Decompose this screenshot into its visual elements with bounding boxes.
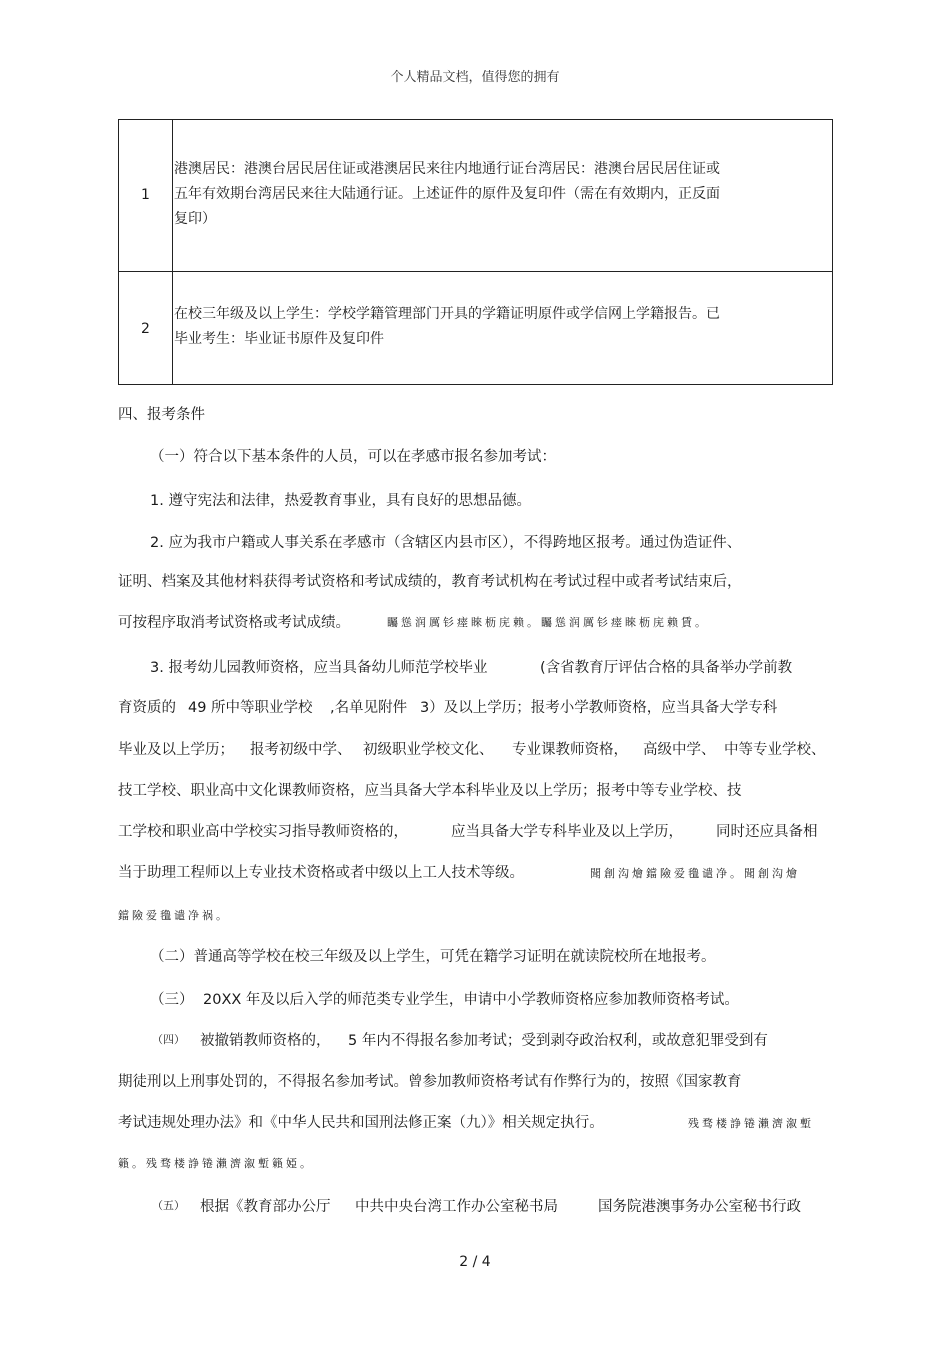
condition-item-2-line-3: 可按程序取消考试资格或考试成绩。 [118, 615, 350, 631]
paragraph-4-line-1b: 5 年内不得报名参加考试；受到剥夺政治权利，或故意犯罪受到有 [348, 1033, 768, 1049]
condition-item-3-line-2d: 3）及以上学历；报考小学教师资格，应当具备大学专科 [420, 700, 778, 716]
table-row-1-line: 港澳居民：港澳台居民居住证或港澳居民来往内地通行证台湾居民：港澳台居民居住证或 [174, 161, 720, 177]
garbled-text: 籟。残骛楼諍锩瀨濟溆塹籟婭。 [118, 1157, 314, 1170]
garbled-text: 鐺險爱氇谴净祸。 [118, 909, 230, 922]
condition-item-2-line-1: 2. 应为我市户籍或人事关系在孝感市（含辖区内县市区），不得跨地区报考。通过伪造证件、 [150, 535, 742, 551]
condition-item-3-line-5a: 工学校和职业高中学校实习指导教师资格的， [118, 824, 408, 840]
table-row-2-line: 毕业考生：毕业证书原件及复印件 [174, 331, 384, 347]
paragraph-4-line-2: 期徒刑以上刑事处罚的，不得报名参加考试。曾参加教师资格考试有作弊行为的，按照《国家教育 [118, 1074, 742, 1090]
table-row-1-content [174, 157, 720, 232]
condition-item-3-line-4: 技工学校、职业高中文化课教师资格，应当具备大学本科毕业及以上学历；报考中等专业学校、技 [118, 783, 742, 799]
table-row-2-line: 在校三年级及以上学生：学校学籍管理部门开具的学籍证明原件或学信网上学籍报告。已 [174, 306, 720, 322]
paragraph-3-label: （三） [150, 992, 194, 1008]
condition-item-3-line-6: 当于助理工程师以上专业技术资格或者中级以上工人技术等级。 [118, 865, 524, 881]
table-row-divider [119, 271, 832, 272]
garbled-text: 矚慫润厲钐瘗睞枥庑赖。矚慫润厲钐瘗睞枥庑赖賃。 [387, 616, 709, 629]
table-column-divider [172, 120, 173, 384]
paragraph-4-line-1a: 被撤销教师资格的， [200, 1033, 331, 1049]
condition-item-3-line-3c: 初级职业学校文化、 [363, 742, 494, 758]
paragraph-5-part-a: 根据《教育部办公厅 [200, 1199, 331, 1215]
table-row-1-line: 五年有效期台湾居民来往大陆通行证。上述证件的原件及复印件（需在有效期内，正反面 [174, 186, 720, 202]
paragraph-5-part-c: 国务院港澳事务办公室秘书行政 [598, 1199, 801, 1215]
condition-item-3-line-5b: 应当具备大学专科毕业及以上学历， [451, 824, 683, 840]
condition-item-3-line-3e: 高级中学、 [643, 742, 716, 758]
condition-item-3-line-2c: ,名单见附件 [330, 700, 408, 716]
table-row-2-number: 2 [141, 321, 150, 337]
condition-item-3-line-3d: 专业课教师资格， [512, 742, 628, 758]
condition-item-3-line-2a: 育资质的 [118, 700, 176, 716]
garbled-text: 残骛楼諍锩瀨濟溆塹 [688, 1117, 814, 1130]
condition-item-3-line-3a: 毕业及以上学历； [118, 742, 234, 758]
table-row-1-number: 1 [141, 187, 150, 203]
requirements-table [118, 119, 833, 385]
paragraph-4-label: （四） [152, 1033, 185, 1046]
paragraph-2: （二）普通高等学校在校三年级及以上学生，可凭在籍学习证明在就读院校所在地报考。 [150, 949, 716, 965]
condition-item-1: 1. 遵守宪法和法律，热爱教育事业，具有良好的思想品德。 [150, 493, 531, 509]
paragraph-4-line-3: 考试违规处理办法》和《中华人民共和国刑法修正案（九）》相关规定执行。 [118, 1115, 604, 1131]
paragraph-1: （一）符合以下基本条件的人员，可以在孝感市报名参加考试： [150, 449, 556, 465]
paragraph-3-text: 20XX 年及以后入学的师范类专业学生，申请中小学教师资格应参加教师资格考试。 [203, 992, 739, 1008]
condition-item-3-line-2b: 49 所中等职业学校 [188, 700, 313, 716]
garbled-text: 聞創沟燴鐺險爱氇谴净。聞創沟燴 [590, 867, 800, 880]
table-row-1-line: 复印） [174, 211, 216, 227]
page-number: 2 / 4 [459, 1254, 491, 1270]
condition-item-3-line-1a: 3. 报考幼儿园教师资格，应当具备幼儿师范学校毕业 [150, 660, 488, 676]
table-row-2-content [174, 302, 720, 352]
paragraph-5-label: （五） [152, 1199, 185, 1212]
condition-item-3-line-5c: 同时还应具备相 [716, 824, 818, 840]
condition-item-3-line-3b: 报考初级中学、 [250, 742, 352, 758]
condition-item-3-line-3f: 中等专业学校、 [724, 742, 826, 758]
paragraph-5-part-b: 中共中央台湾工作办公室秘书局 [355, 1199, 558, 1215]
condition-item-2-line-2: 证明、档案及其他材料获得考试资格和考试成绩的，教育考试机构在考试过程中或者考试结束后， [118, 574, 742, 590]
condition-item-3-line-1b: (含省教育厅评估合格的具备举办学前教 [540, 660, 793, 676]
page-header: 个人精品文档，值得您的拥有 [390, 70, 560, 85]
section-title: 四、报考条件 [118, 407, 205, 423]
